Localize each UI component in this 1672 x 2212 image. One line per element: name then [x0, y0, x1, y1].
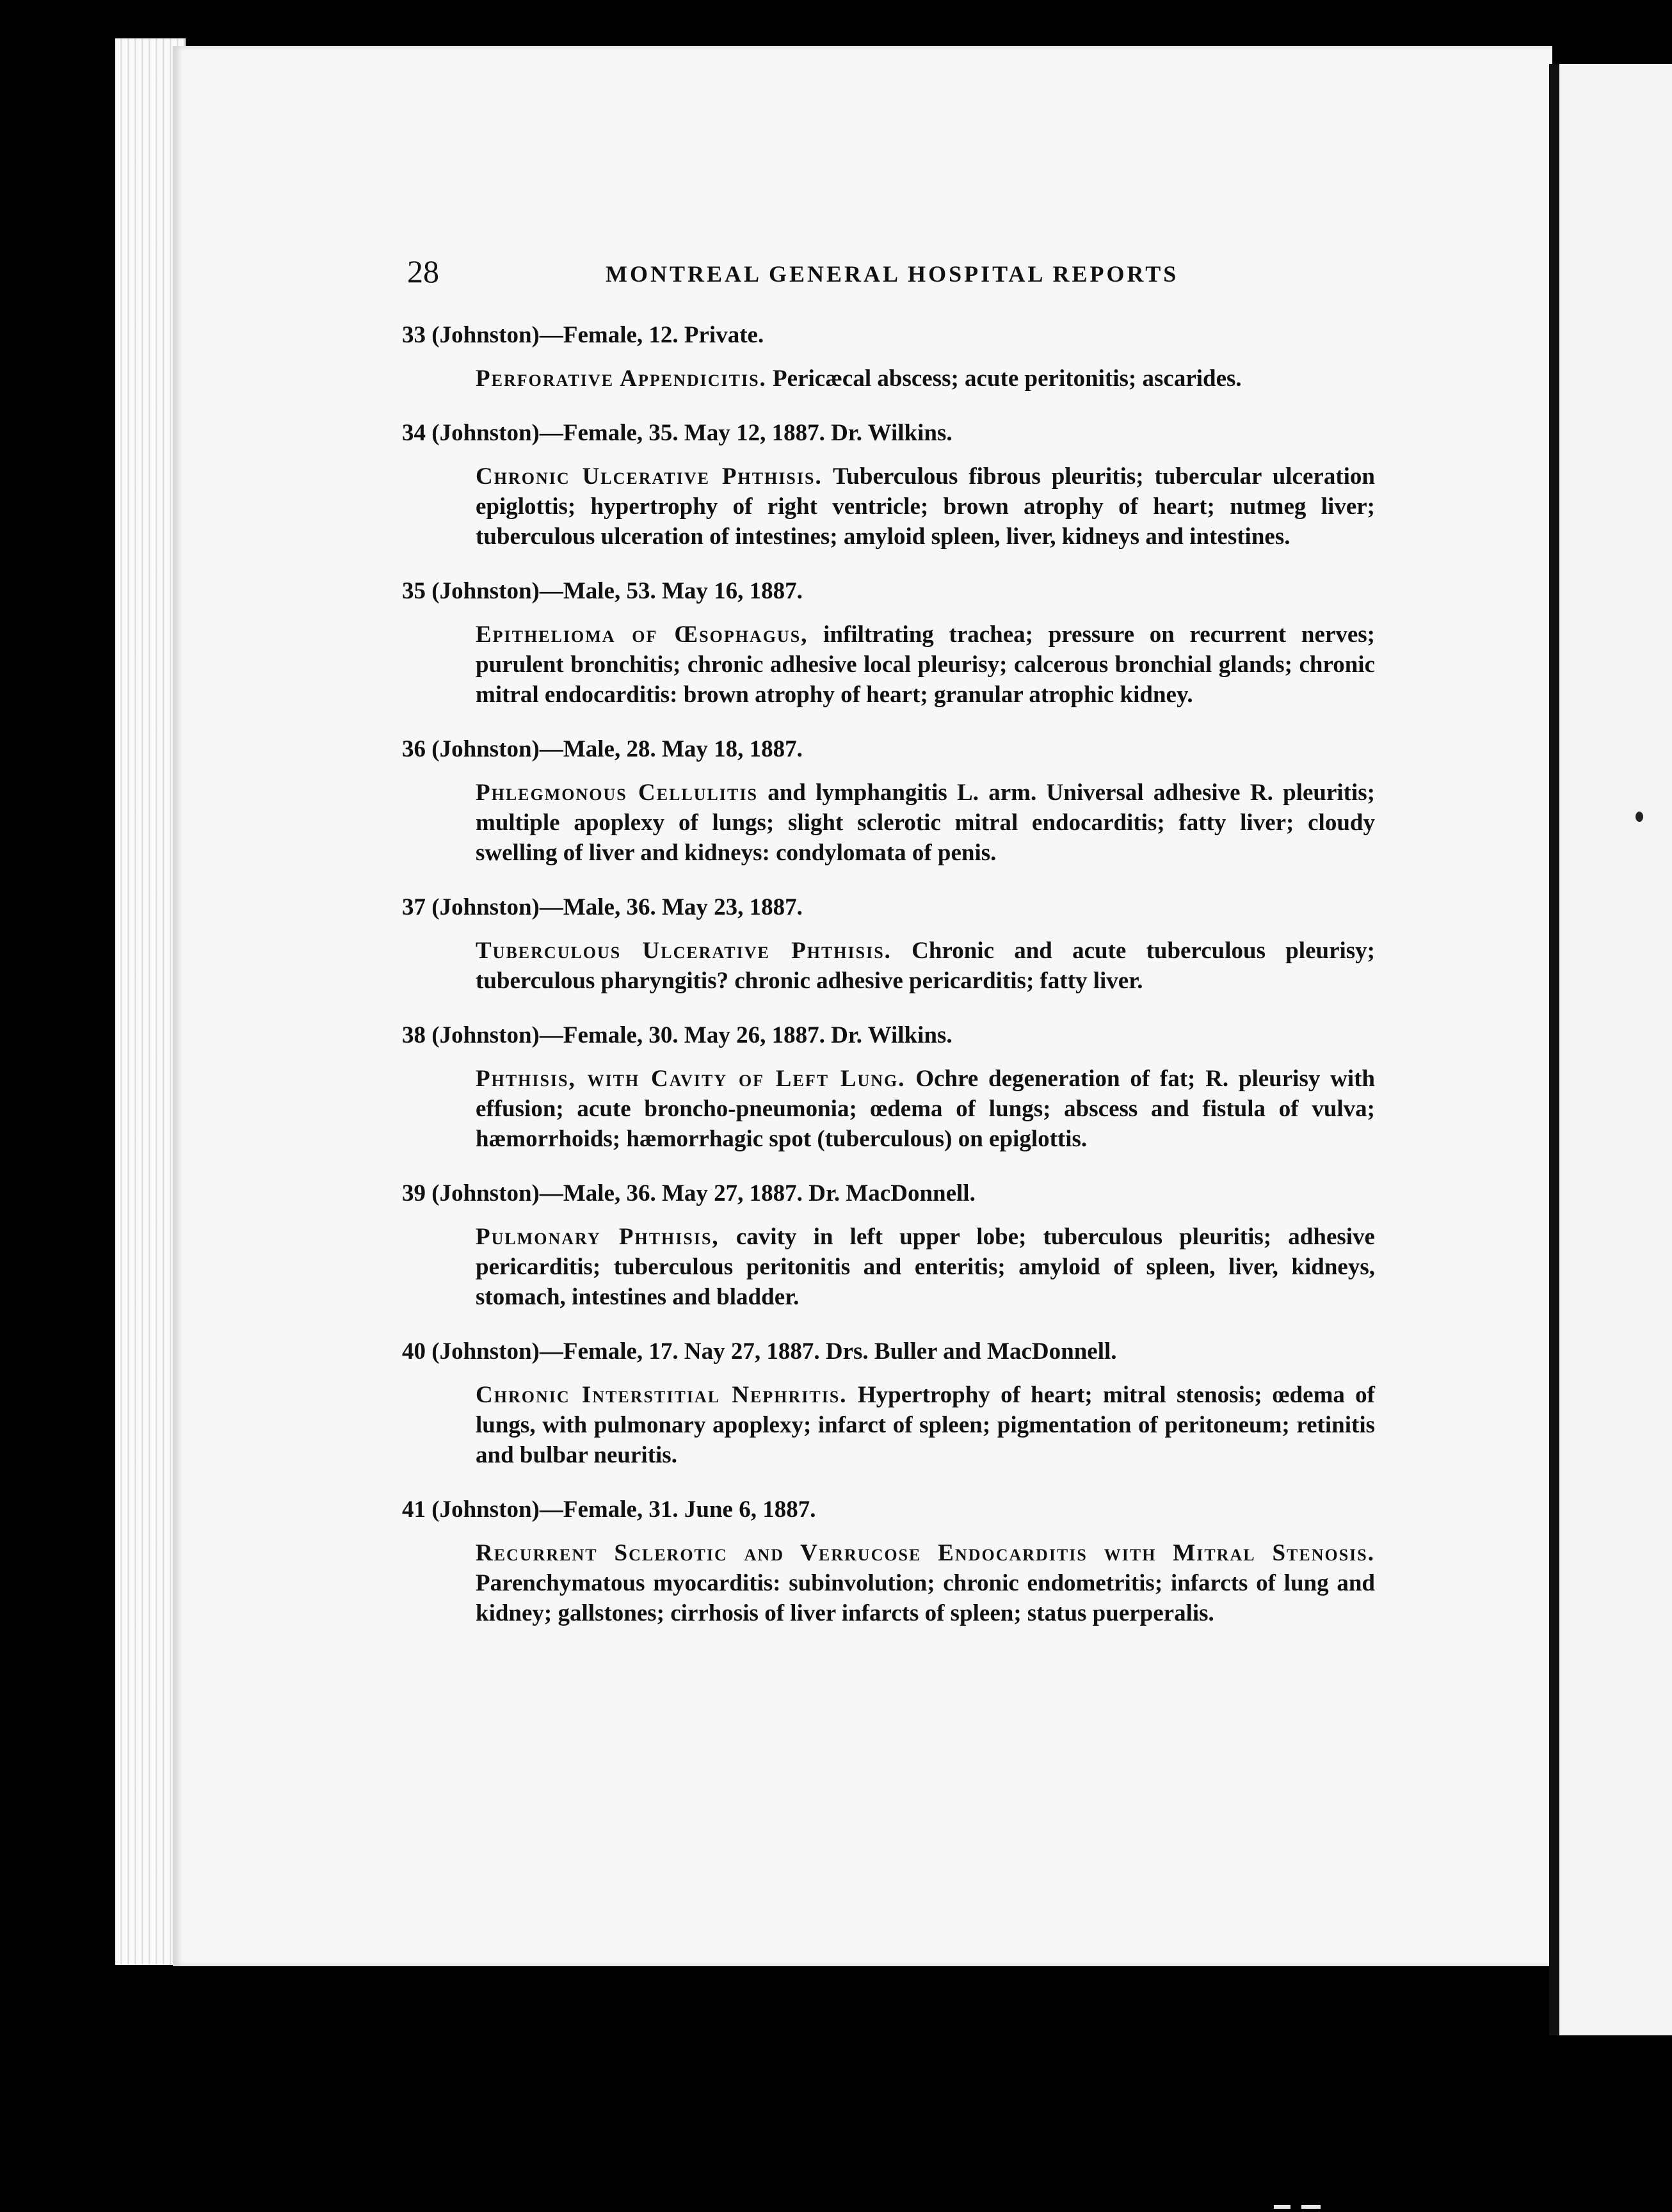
entry-diagnosis: Chronic Interstitial Nephritis.: [476, 1382, 848, 1408]
entry-heading: 33 (Johnston)—Female, 12. Private.: [402, 322, 764, 348]
entry-diagnosis: Phlegmonous Cellulitis: [476, 780, 758, 806]
entry-findings: infiltrating trachea; pressure on recurrent nerves; purulent bronchitis; chronic adhesive local pleurisy; calcerous bronchial glands; chronic mitral endocarditis: brown atrophy of heart; granular atrophic kidney.: [476, 621, 1375, 708]
entry-findings: Parenchymatous myocarditis: subinvolution; chronic endometritis; infarcts of lung and kidney; gallstones; cirrhosis of liver infarcts of spleen; status puerperalis.: [476, 1570, 1375, 1626]
scan-mark: [1301, 2205, 1321, 2209]
entry-diagnosis: Recurrent Sclerotic and Verrucose Endocarditis with Mitral Stenosis.: [476, 1540, 1375, 1566]
entry-findings: and lymphangitis L. arm. Universal adhesive R. pleuritis; multiple apoplexy of lungs; slight sclerotic mitral endocarditis; fatty liver; cloudy swelling of liver and kidneys: condylomata of penis.: [476, 780, 1375, 866]
scan-mark: [1274, 2205, 1290, 2209]
entry-body: [476, 1538, 1375, 1628]
ink-speck: [1636, 812, 1643, 822]
case-entry: [402, 576, 1375, 710]
entry-diagnosis: Pulmonary Phthisis,: [476, 1224, 719, 1250]
entry-findings: cavity in left upper lobe; tuberculous pleuritis; adhesive pericarditis; tuberculous peritonitis and enteritis; amyloid of spleen, liver, kidneys, stomach, intestines and bladder.: [476, 1224, 1375, 1310]
entry-findings: Hypertrophy of heart; mitral stenosis; œdema of lungs, with pulmonary apoplexy; infarct of spleen; pigmentation of peritoneum; retinitis and bulbar neuritis.: [476, 1382, 1376, 1468]
page-header: [407, 253, 1182, 304]
entry-diagnosis: Chronic Ulcerative Phthisis.: [476, 463, 823, 490]
entry-heading: 40 (Johnston)—Female, 17. Nay 27, 1887. Drs. Buller and MacDonnell.: [402, 1338, 1117, 1365]
case-entry: [402, 418, 1375, 552]
facing-page-edge: [1549, 64, 1672, 2035]
entry-diagnosis: Epithelioma of Œsophagus,: [476, 621, 808, 648]
entry-heading: 37 (Johnston)—Male, 36. May 23, 1887.: [402, 894, 803, 920]
entry-body: [476, 461, 1375, 552]
entry-body: [476, 620, 1375, 710]
case-entries: [402, 320, 1375, 1653]
entry-body: [476, 778, 1375, 868]
case-entry: [402, 1495, 1375, 1628]
entry-body: [476, 364, 1375, 394]
case-entry: [402, 320, 1375, 394]
case-entry: [402, 734, 1375, 868]
entry-heading: 35 (Johnston)—Male, 53. May 16, 1887.: [402, 578, 803, 604]
entry-heading: 34 (Johnston)—Female, 35. May 12, 1887. Dr. Wilkins.: [402, 420, 953, 446]
page-number: 28: [407, 253, 439, 289]
entry-heading: 36 (Johnston)—Male, 28. May 18, 1887.: [402, 736, 803, 762]
case-entry: [402, 1336, 1375, 1470]
entry-body: [476, 936, 1375, 996]
entry-findings: Tuberculous fibrous pleuritis; tubercular ulceration epiglottis; hypertrophy of right ventricle; brown atrophy of heart; nutmeg liver; tuberculous ulceration of intestines; amyloid spleen, liver, kidneys and intestines.: [476, 463, 1375, 550]
entry-heading: 38 (Johnston)—Female, 30. May 26, 1887. Dr. Wilkins.: [402, 1022, 953, 1048]
entry-body: [476, 1222, 1375, 1312]
entry-diagnosis: Phthisis, with Cavity of Left Lung.: [476, 1066, 906, 1092]
entry-diagnosis: Tuberculous Ulcerative Phthisis.: [476, 938, 892, 964]
entry-findings: Ochre degeneration of fat; R. pleurisy with effusion; acute broncho-pneumonia; œdema of lungs; abscess and fistula of vulva; hæmorrhoids; hæmorrhagic spot (tuberculous) on epiglottis.: [476, 1066, 1376, 1152]
case-entry: [402, 892, 1375, 996]
entry-body: [476, 1380, 1375, 1470]
case-entry: [402, 1020, 1375, 1154]
running-title: MONTREAL GENERAL HOSPITAL REPORTS: [606, 261, 1179, 287]
entry-heading: 39 (Johnston)—Male, 36. May 27, 1887. Dr. MacDonnell.: [402, 1180, 976, 1206]
entry-diagnosis: Perforative Appendicitis.: [476, 365, 767, 392]
entry-findings: Pericæcal abscess; acute peritonitis; ascarides.: [773, 365, 1242, 392]
entry-heading: 41 (Johnston)—Female, 31. June 6, 1887.: [402, 1496, 816, 1523]
entry-findings: Chronic and acute tuberculous pleurisy; tuberculous pharyngitis? chronic adhesive pericarditis; fatty liver.: [476, 938, 1376, 994]
entry-body: [476, 1064, 1375, 1154]
case-entry: [402, 1178, 1375, 1312]
